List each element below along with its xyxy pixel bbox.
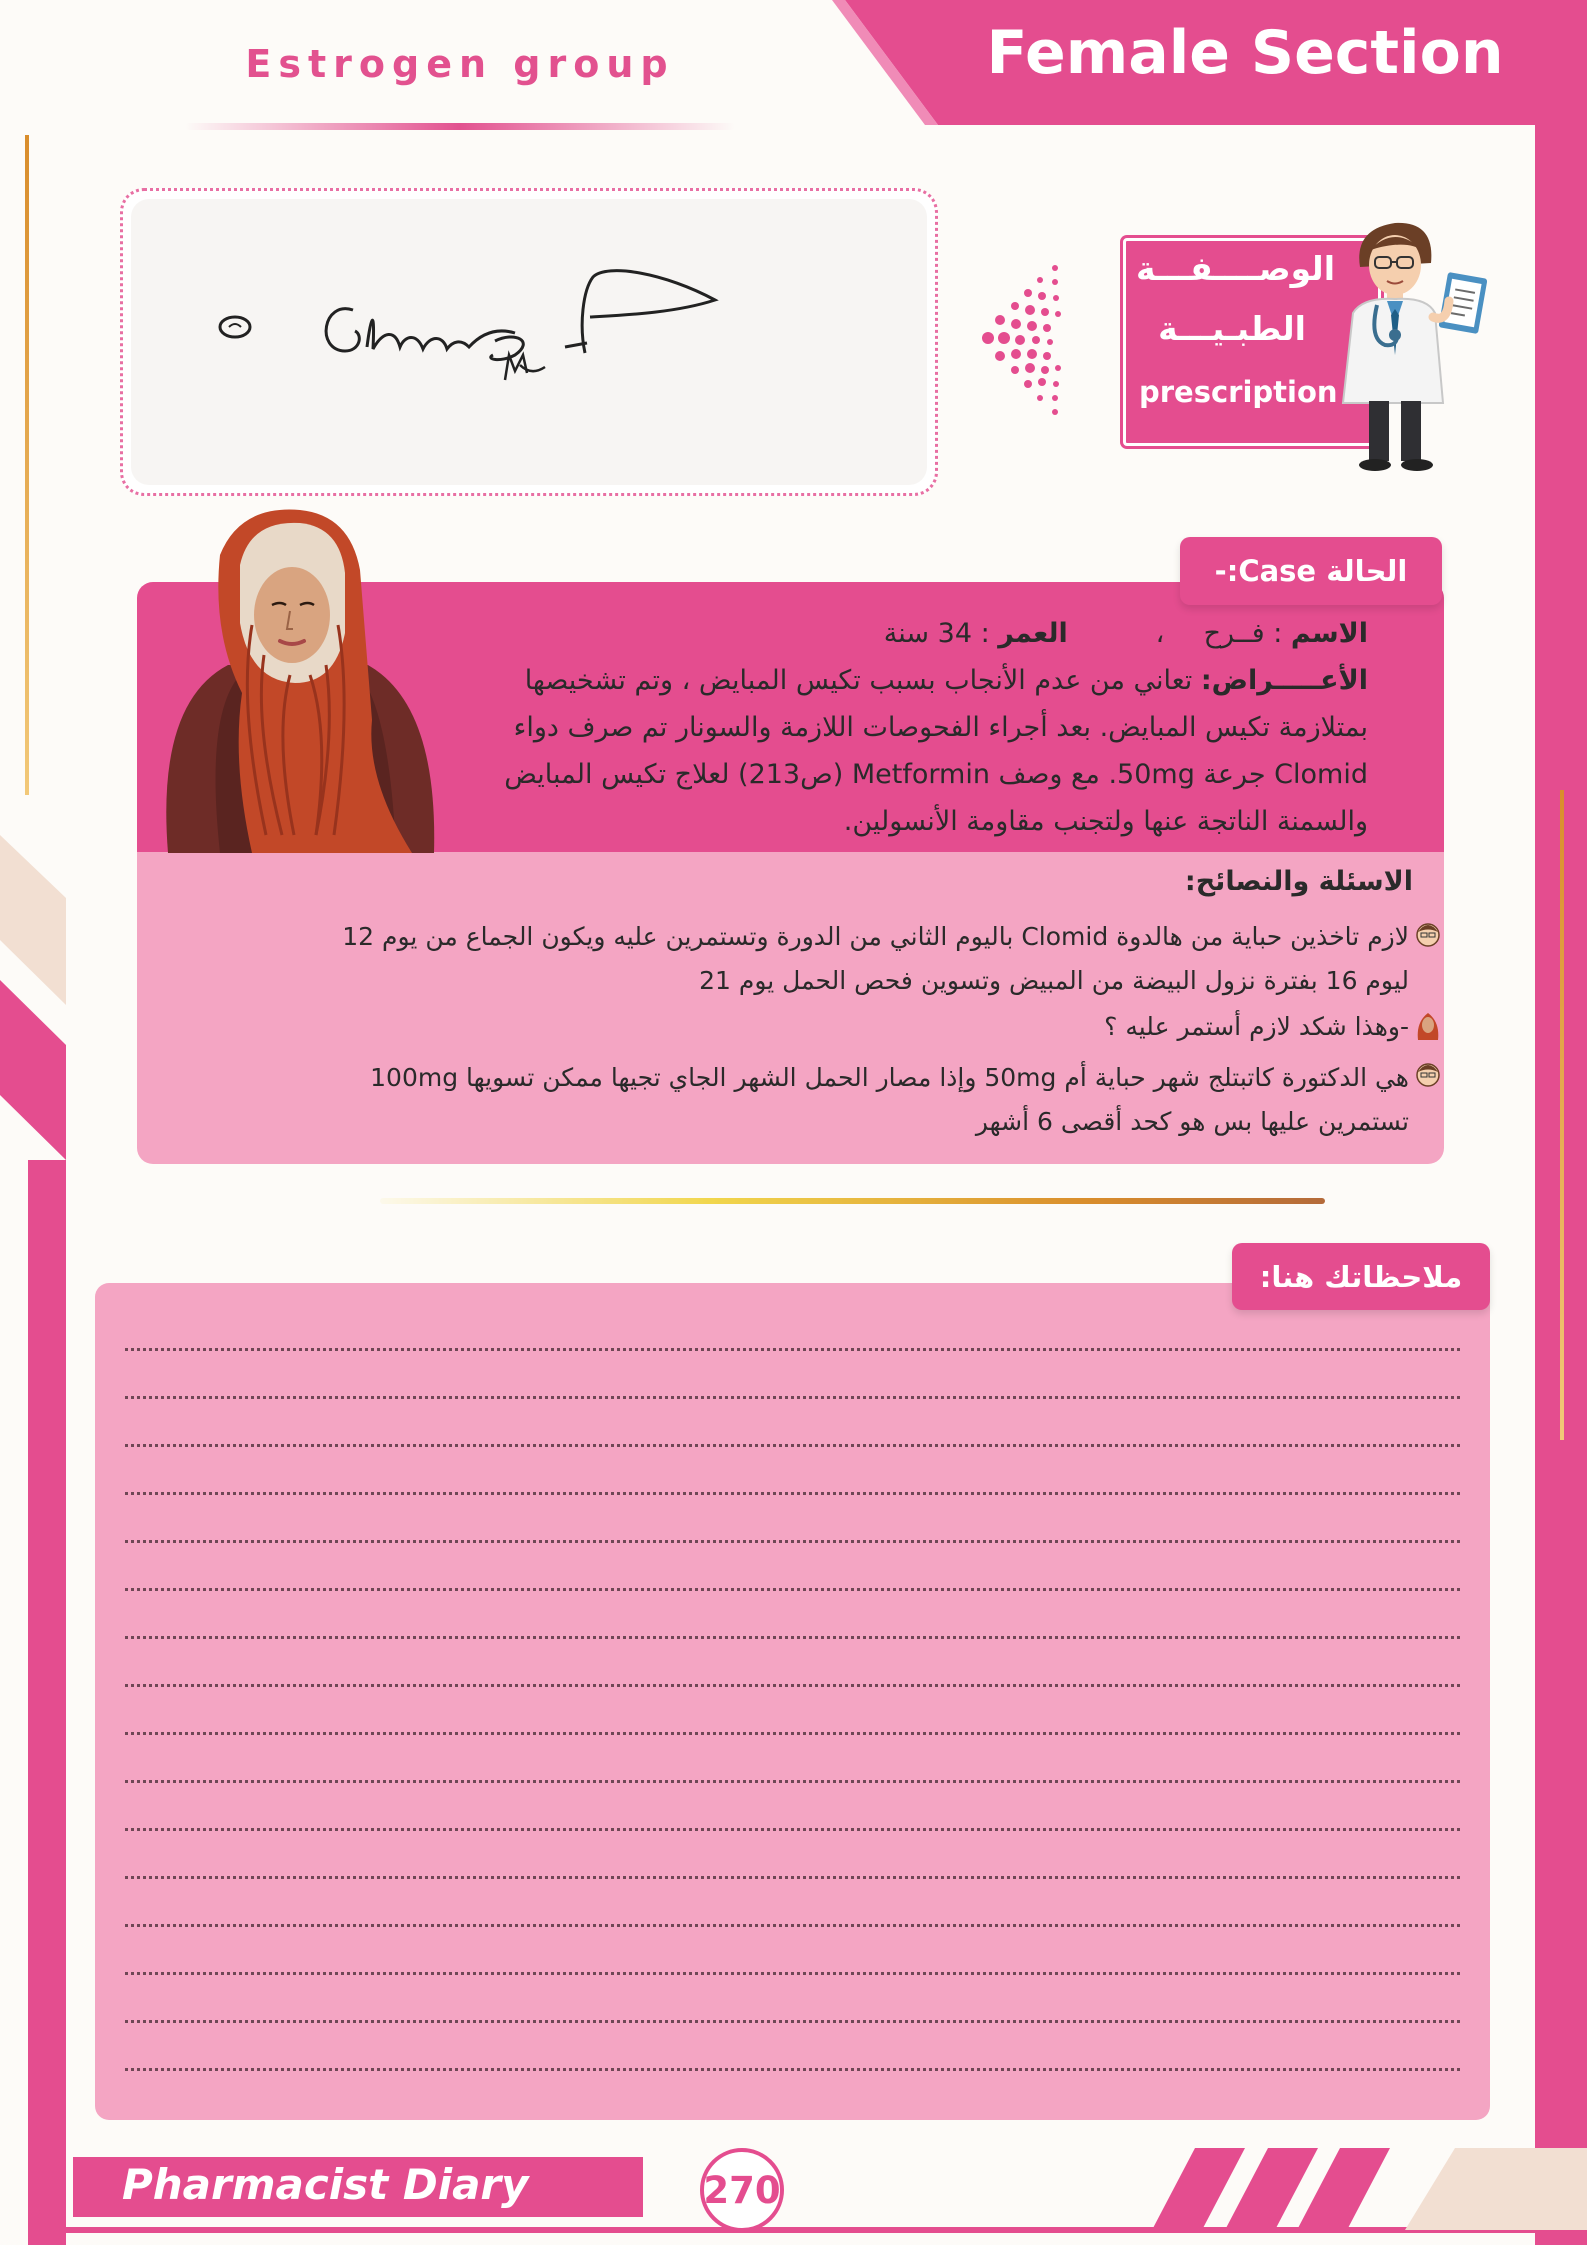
note-line[interactable] — [125, 1828, 1460, 1831]
symptoms-line-1 — [440, 657, 1368, 704]
note-line[interactable] — [125, 1444, 1460, 1447]
note-line[interactable] — [125, 1684, 1460, 1687]
patient-question-1: -وهذا شكد لازم أستمر عليه ؟ — [1104, 1012, 1409, 1041]
name-value: فــرح — [1203, 618, 1265, 649]
pharmacist-avatar-icon — [1415, 920, 1441, 950]
prescription-handwriting — [195, 255, 755, 405]
notes-tab — [1232, 1243, 1490, 1310]
section-subtitle: Estrogen group — [245, 42, 675, 86]
note-line[interactable] — [125, 2020, 1460, 2023]
note-line[interactable] — [125, 1972, 1460, 1975]
prescription-label-line1: الوصــــفـــة — [1136, 249, 1335, 288]
symptoms-text-1: تعاني من عدم الأنجاب بسبب تكيس المبايض ، وتم تشخيصها — [524, 665, 1193, 696]
symptoms-line-3: Clomid جرعة 50mg. مع وصف Metformin (ص213) لعلاج تكيس المبايض — [504, 759, 1368, 790]
note-line[interactable] — [125, 1876, 1460, 1879]
pharmacist-advice-1-line1: لازم تاخذين حباية من هالدوة Clomid باليوم الثاني من الدورة وتستمرين عليه ويكون الجماع من يوم 12 — [342, 922, 1409, 951]
symptoms-line-4: والسمنة الناتجة عنها ولتجنب مقاومة الأنسولين. — [843, 806, 1368, 837]
left-gold-rule — [25, 135, 29, 795]
note-line[interactable] — [125, 1636, 1460, 1639]
pharmacist-advice-2-line1: هي الدكتورة كاتبتلج شهر حباية أم 50mg وإذا مصار الحمل الشهر الجاي تجيها ممكن تسويها 100mg — [370, 1063, 1409, 1092]
right-gold-rule — [1560, 790, 1564, 1440]
case-tab-label: الحالة Case:- — [1214, 554, 1408, 588]
note-line[interactable] — [125, 1396, 1460, 1399]
note-line[interactable] — [125, 1348, 1460, 1351]
pharmacist-advice-2-line2: تستمرين عليها بس هو كحد أقصى 6 أشهر — [975, 1107, 1409, 1136]
age-label: العمر — [998, 618, 1068, 649]
case-details — [440, 610, 1368, 850]
case-tab — [1180, 537, 1442, 605]
patient-illustration — [160, 505, 440, 853]
left-diagonal-decor — [0, 820, 80, 2245]
prescription-label-line2: الطبـيـــة — [1158, 309, 1306, 348]
qa-heading: الاسئلة والنصائح: — [1184, 866, 1413, 897]
footer-stripes — [1150, 2148, 1587, 2230]
page-number: 270 — [703, 2168, 781, 2212]
dot-arrow-decor — [970, 258, 1070, 423]
page-number-badge — [700, 2148, 784, 2232]
notes-panel — [95, 1283, 1490, 2120]
symptoms-label: الأعـــــراض: — [1200, 665, 1368, 696]
note-line[interactable] — [125, 1588, 1460, 1591]
prescription-label-line3: prescription — [1139, 375, 1338, 409]
section-divider — [380, 1198, 1325, 1204]
note-line[interactable] — [125, 2068, 1460, 2071]
note-line[interactable] — [125, 1540, 1460, 1543]
name-label: الاسم — [1290, 618, 1368, 649]
notes-tab-label: ملاحظاتك هنا: — [1259, 1259, 1463, 1294]
note-line[interactable] — [125, 1492, 1460, 1495]
age-value: 34 سنة — [883, 618, 972, 649]
patient-info-line: الاسم : فــرح ، العمر : 34 سنة — [883, 618, 1368, 649]
footer-title: Pharmacist Diary — [122, 2160, 529, 2209]
doctor-illustration — [1325, 205, 1490, 475]
symptoms-line-2: بمتلازمة تكيس المبايض. بعد أجراء الفحوصات اللازمة والسونار تم صرف دواء — [513, 712, 1368, 743]
note-line[interactable] — [125, 1732, 1460, 1735]
pharmacist-avatar-icon — [1415, 1060, 1441, 1090]
section-title: Female Section — [986, 18, 1504, 88]
pharmacist-advice-1-line2: ليوم 16 بفترة نزول البيضة من المبيض وتسوين فحص الحمل يوم 21 — [699, 966, 1409, 995]
patient-avatar-icon — [1415, 1010, 1441, 1040]
header-underline — [185, 123, 735, 130]
note-line[interactable] — [125, 1924, 1460, 1927]
note-line[interactable] — [125, 1780, 1460, 1783]
